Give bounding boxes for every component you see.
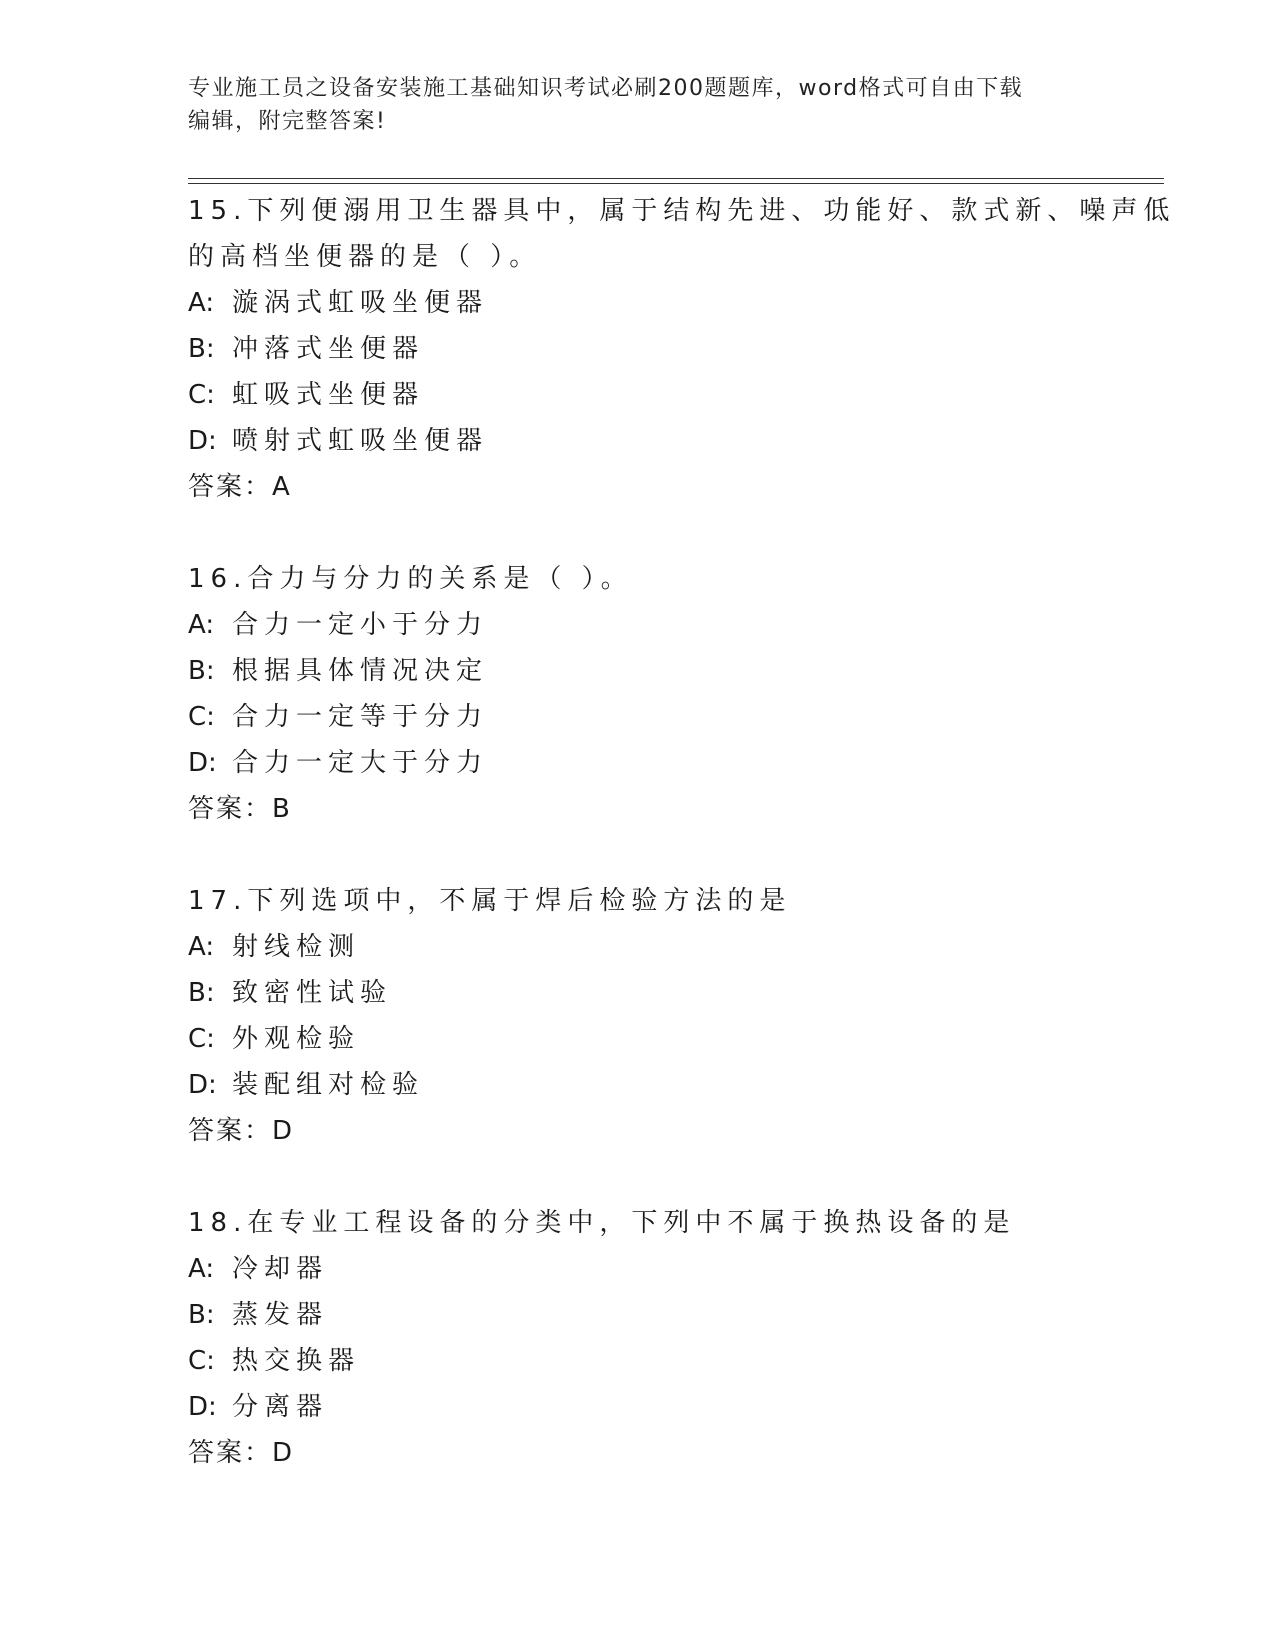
option-letter: A: <box>188 932 215 962</box>
option-text: 冲落式坐便器 <box>232 334 425 364</box>
option-d <box>188 1062 1088 1108</box>
option-text: 热交换器 <box>232 1346 361 1376</box>
option-c <box>188 372 1088 418</box>
option-c <box>188 694 1088 740</box>
answer-line: 答案：B <box>188 794 292 824</box>
option-b <box>188 970 1088 1016</box>
option-a <box>188 924 1088 970</box>
option-text: 根据具体情况决定 <box>232 656 489 686</box>
option-letter: C: <box>188 702 215 732</box>
option-text: 漩涡式虹吸坐便器 <box>232 288 489 318</box>
option-letter: C: <box>188 1024 215 1054</box>
option-b <box>188 326 1088 372</box>
option-c <box>188 1338 1088 1384</box>
option-letter: D: <box>188 426 217 456</box>
option-b <box>188 648 1088 694</box>
header-divider-bottom <box>188 183 1164 184</box>
header-divider-top <box>188 178 1164 179</box>
option-b <box>188 1292 1088 1338</box>
option-text: 合力一定等于分力 <box>232 702 489 732</box>
option-letter: D: <box>188 748 217 778</box>
option-text: 合力一定小于分力 <box>232 610 489 640</box>
question-stem-line: 的高档坐便器的是（ ）。 <box>188 242 542 272</box>
question-stem-line: 15.下列便溺用卫生器具中，属于结构先进、功能好、款式新、噪声低 <box>188 196 1176 226</box>
header-title-line-1: 专业施工员之设备安装施工基础知识考试必刷200题题库，word格式可自由下载 <box>188 76 1024 101</box>
question-spacer <box>188 1154 1088 1200</box>
option-text: 分离器 <box>232 1392 329 1422</box>
question-item <box>188 188 1176 556</box>
option-letter: B: <box>188 334 215 364</box>
option-letter: B: <box>188 656 215 686</box>
option-d <box>188 740 1088 786</box>
answer-line: 答案：A <box>188 472 292 502</box>
option-text: 装配组对检验 <box>232 1070 425 1100</box>
option-text: 外观检验 <box>232 1024 361 1054</box>
option-a <box>188 280 1088 326</box>
question-list <box>188 188 1176 1476</box>
option-letter: B: <box>188 978 215 1008</box>
option-c <box>188 1016 1088 1062</box>
option-text: 致密性试验 <box>232 978 393 1008</box>
option-text: 蒸发器 <box>232 1300 329 1330</box>
option-text: 冷却器 <box>232 1254 329 1284</box>
option-a <box>188 602 1088 648</box>
option-letter: C: <box>188 1346 215 1376</box>
option-letter: C: <box>188 380 215 410</box>
question-spacer <box>188 832 1088 878</box>
option-a <box>188 1246 1088 1292</box>
question-item <box>188 878 1088 1200</box>
answer-line: 答案：D <box>188 1438 295 1468</box>
option-letter: A: <box>188 288 215 318</box>
header-title-line-2: 编辑，附完整答案! <box>188 109 387 134</box>
option-text: 虹吸式坐便器 <box>232 380 425 410</box>
question-stem-line: 16.合力与分力的关系是（ ）。 <box>188 564 633 594</box>
option-letter: D: <box>188 1070 217 1100</box>
option-letter: A: <box>188 610 215 640</box>
question-stem-line: 18.在专业工程设备的分类中，下列中不属于换热设备的是 <box>188 1208 1016 1238</box>
option-text: 喷射式虹吸坐便器 <box>232 426 489 456</box>
question-spacer <box>188 510 1088 556</box>
option-letter: B: <box>188 1300 215 1330</box>
question-item <box>188 1200 1088 1476</box>
answer-line: 答案：D <box>188 1116 295 1146</box>
question-item <box>188 556 1088 878</box>
document-header <box>188 72 1068 138</box>
option-letter: A: <box>188 1254 215 1284</box>
option-d <box>188 418 1088 464</box>
option-text: 射线检测 <box>232 932 361 962</box>
option-d <box>188 1384 1088 1430</box>
option-letter: D: <box>188 1392 217 1422</box>
question-stem-line: 17.下列选项中，不属于焊后检验方法的是 <box>188 886 792 916</box>
option-text: 合力一定大于分力 <box>232 748 489 778</box>
